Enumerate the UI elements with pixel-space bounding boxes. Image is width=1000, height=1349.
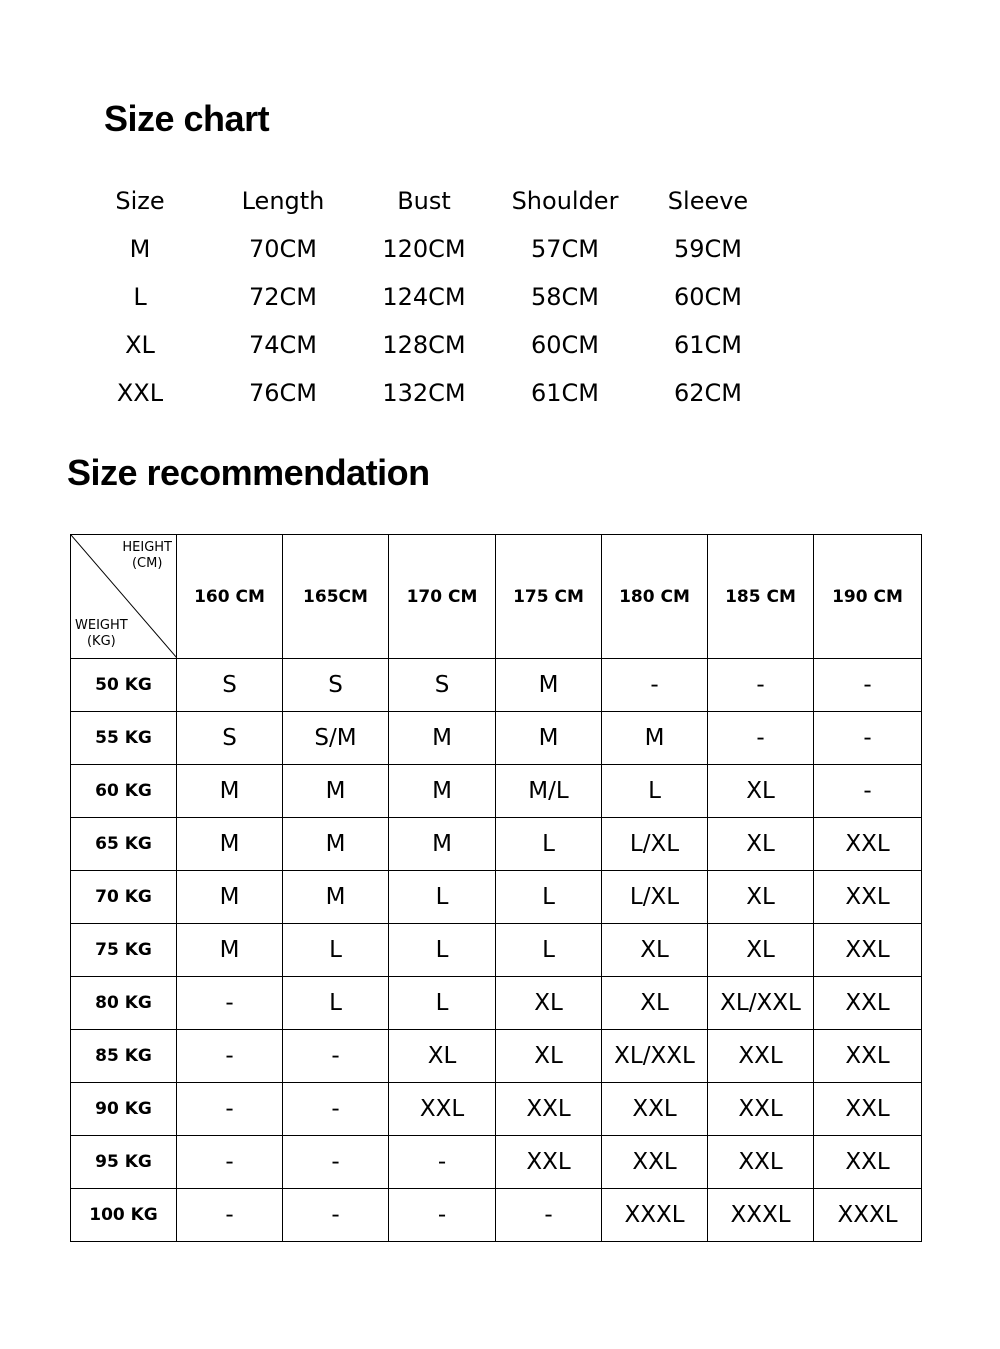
weight-row-header: 55 KG bbox=[71, 712, 177, 765]
size-cell: S bbox=[177, 659, 283, 712]
weight-row-header: 100 KG bbox=[71, 1189, 177, 1242]
size-cell: XXL bbox=[814, 1136, 922, 1189]
table-row bbox=[71, 977, 922, 1030]
size-cell: S bbox=[283, 659, 389, 712]
size-cell: L bbox=[496, 924, 602, 977]
height-column-header: 190 CM bbox=[814, 535, 922, 659]
size-chart-cell: 72CM bbox=[248, 283, 317, 311]
size-chart-cell: 124CM bbox=[382, 283, 466, 311]
size-cell: M bbox=[283, 871, 389, 924]
weight-row-header: 80 KG bbox=[71, 977, 177, 1030]
size-cell: - bbox=[177, 1189, 283, 1242]
size-chart-cell: 60CM bbox=[530, 331, 599, 359]
size-cell: XL bbox=[496, 977, 602, 1030]
size-cell: L/XL bbox=[602, 871, 708, 924]
weight-row-header: 95 KG bbox=[71, 1136, 177, 1189]
size-cell: - bbox=[283, 1189, 389, 1242]
height-label: HEIGHT bbox=[122, 540, 172, 555]
size-cell: M bbox=[389, 765, 496, 818]
weight-row-header: 85 KG bbox=[71, 1030, 177, 1083]
size-chart-header: Size bbox=[115, 187, 165, 215]
size-cell: M bbox=[177, 765, 283, 818]
corner-header-cell bbox=[71, 535, 177, 659]
size-cell: M bbox=[496, 712, 602, 765]
size-cell: XL/XXL bbox=[708, 977, 814, 1030]
size-cell: L bbox=[389, 977, 496, 1030]
size-chart-header: Shoulder bbox=[511, 187, 619, 215]
size-cell: L bbox=[602, 765, 708, 818]
size-cell: XXL bbox=[814, 1083, 922, 1136]
size-cell: M bbox=[177, 871, 283, 924]
size-chart-cell: 132CM bbox=[382, 379, 466, 407]
size-chart-cell: 128CM bbox=[382, 331, 466, 359]
size-cell: XXL bbox=[708, 1030, 814, 1083]
size-cell: M bbox=[177, 924, 283, 977]
size-cell: S/M bbox=[283, 712, 389, 765]
size-cell: M bbox=[283, 818, 389, 871]
size-chart-cell: 59CM bbox=[673, 235, 742, 263]
size-cell: XXL bbox=[814, 818, 922, 871]
size-chart-header: Length bbox=[241, 187, 325, 215]
weight-axis-label bbox=[75, 618, 128, 650]
weight-row-header: 75 KG bbox=[71, 924, 177, 977]
size-cell: - bbox=[708, 659, 814, 712]
size-cell: S bbox=[389, 659, 496, 712]
table-row bbox=[71, 1083, 922, 1136]
weight-row-header: 60 KG bbox=[71, 765, 177, 818]
size-cell: M bbox=[389, 818, 496, 871]
size-cell: S bbox=[177, 712, 283, 765]
size-cell: XXL bbox=[814, 924, 922, 977]
size-cell: XXL bbox=[602, 1083, 708, 1136]
size-cell: M bbox=[389, 712, 496, 765]
table-row bbox=[71, 1189, 922, 1242]
table-row bbox=[71, 871, 922, 924]
size-chart-cell: L bbox=[133, 283, 147, 311]
size-chart-cell: 61CM bbox=[530, 379, 599, 407]
size-cell: - bbox=[814, 659, 922, 712]
table-row bbox=[71, 712, 922, 765]
size-cell: XL bbox=[389, 1030, 496, 1083]
table-row bbox=[71, 1030, 922, 1083]
size-cell: XL/XXL bbox=[602, 1030, 708, 1083]
height-unit: (CM) bbox=[131, 556, 163, 571]
size-cell: - bbox=[496, 1189, 602, 1242]
size-chart-cell: 70CM bbox=[248, 235, 317, 263]
size-chart-cell: 74CM bbox=[248, 331, 317, 359]
size-cell: XXL bbox=[602, 1136, 708, 1189]
table-header-row bbox=[71, 535, 922, 659]
size-cell: XXXL bbox=[708, 1189, 814, 1242]
table-row bbox=[71, 659, 922, 712]
size-cell: - bbox=[389, 1189, 496, 1242]
weight-row-header: 65 KG bbox=[71, 818, 177, 871]
size-cell: - bbox=[177, 977, 283, 1030]
size-cell: XXXL bbox=[814, 1189, 922, 1242]
size-chart-cell: 120CM bbox=[382, 235, 466, 263]
size-cell: L bbox=[496, 871, 602, 924]
size-cell: L bbox=[389, 924, 496, 977]
table-row bbox=[71, 1136, 922, 1189]
size-cell: XXL bbox=[389, 1083, 496, 1136]
size-cell: XL bbox=[602, 977, 708, 1030]
weight-row-header: 90 KG bbox=[71, 1083, 177, 1136]
size-cell: M/L bbox=[496, 765, 602, 818]
size-cell: - bbox=[177, 1136, 283, 1189]
size-cell: XXXL bbox=[602, 1189, 708, 1242]
size-chart-cell: 61CM bbox=[673, 331, 742, 359]
height-column-header: 175 CM bbox=[496, 535, 602, 659]
size-cell: L bbox=[389, 871, 496, 924]
size-chart-cell: 60CM bbox=[673, 283, 742, 311]
size-cell: - bbox=[283, 1030, 389, 1083]
height-axis-label bbox=[122, 540, 172, 572]
size-cell: XL bbox=[708, 871, 814, 924]
size-cell: - bbox=[389, 1136, 496, 1189]
size-cell: XXL bbox=[496, 1083, 602, 1136]
size-cell: - bbox=[602, 659, 708, 712]
size-chart-header: Bust bbox=[397, 187, 451, 215]
size-cell: XXL bbox=[814, 1030, 922, 1083]
size-cell: - bbox=[177, 1083, 283, 1136]
height-column-header: 185 CM bbox=[708, 535, 814, 659]
size-cell: L bbox=[496, 818, 602, 871]
table-row bbox=[71, 765, 922, 818]
table-row bbox=[71, 924, 922, 977]
size-cell: - bbox=[708, 712, 814, 765]
size-cell: XL bbox=[496, 1030, 602, 1083]
size-recommendation-table bbox=[70, 534, 922, 1242]
size-chart-cell: 57CM bbox=[530, 235, 599, 263]
size-cell: L/XL bbox=[602, 818, 708, 871]
size-chart-cell: XXL bbox=[116, 379, 164, 407]
weight-row-header: 50 KG bbox=[71, 659, 177, 712]
size-cell: XL bbox=[708, 924, 814, 977]
size-cell: XL bbox=[602, 924, 708, 977]
size-chart-header: Sleeve bbox=[667, 187, 749, 215]
height-column-header: 165CM bbox=[283, 535, 389, 659]
size-cell: M bbox=[283, 765, 389, 818]
weight-row-header: 70 KG bbox=[71, 871, 177, 924]
size-cell: XL bbox=[708, 818, 814, 871]
size-cell: XXL bbox=[814, 871, 922, 924]
size-chart-cell: M bbox=[129, 235, 151, 263]
table-row bbox=[71, 818, 922, 871]
size-chart-title: Size chart bbox=[104, 98, 270, 139]
size-cell: M bbox=[496, 659, 602, 712]
height-column-header: 180 CM bbox=[602, 535, 708, 659]
size-cell: XXL bbox=[814, 977, 922, 1030]
size-cell: - bbox=[814, 765, 922, 818]
size-chart-cell: 58CM bbox=[530, 283, 599, 311]
size-recommendation-title: Size recommendation bbox=[67, 452, 430, 493]
size-cell: M bbox=[602, 712, 708, 765]
size-cell: - bbox=[283, 1136, 389, 1189]
weight-label: WEIGHT bbox=[75, 618, 128, 633]
size-cell: XXL bbox=[708, 1136, 814, 1189]
height-column-header: 170 CM bbox=[389, 535, 496, 659]
size-cell: L bbox=[283, 924, 389, 977]
size-chart-cell: 76CM bbox=[248, 379, 317, 407]
size-cell: XXL bbox=[496, 1136, 602, 1189]
height-column-header: 160 CM bbox=[177, 535, 283, 659]
size-cell: - bbox=[177, 1030, 283, 1083]
weight-unit: (KG) bbox=[86, 634, 116, 649]
size-cell: XL bbox=[708, 765, 814, 818]
size-cell: L bbox=[283, 977, 389, 1030]
size-cell: XXL bbox=[708, 1083, 814, 1136]
size-chart-cell: XL bbox=[125, 331, 155, 359]
size-cell: - bbox=[283, 1083, 389, 1136]
size-cell: M bbox=[177, 818, 283, 871]
size-cell: - bbox=[814, 712, 922, 765]
size-chart-cell: 62CM bbox=[673, 379, 742, 407]
